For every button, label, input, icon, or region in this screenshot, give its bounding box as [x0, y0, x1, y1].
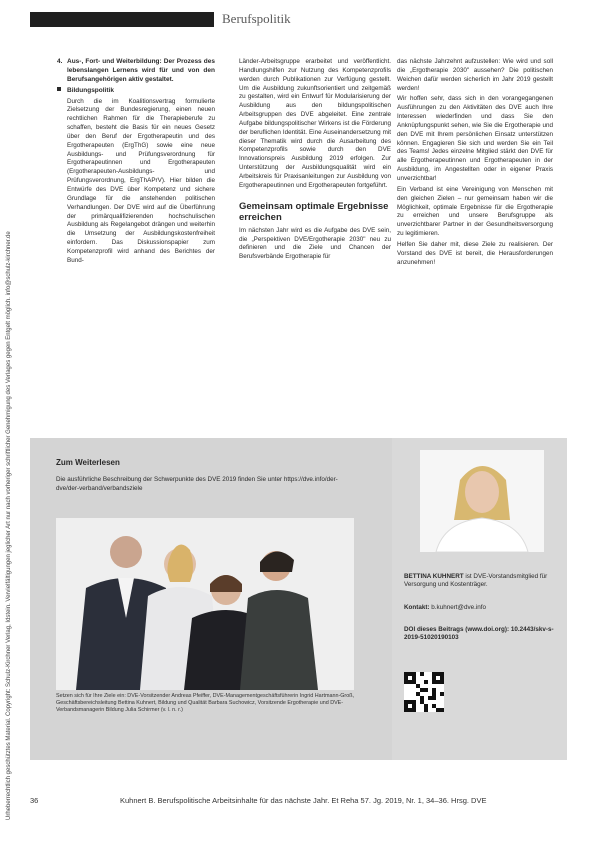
group-photo — [56, 518, 354, 690]
bullet-square-icon — [57, 87, 61, 91]
box-text: Die ausführliche Beschreibung der Schwerpunkte des DVE 2019 finden Sie unter https://dve.info/der-dve/der-verband/verbandsziele — [56, 476, 338, 492]
box-title: Zum Weiterlesen — [56, 458, 120, 467]
page-number: 36 — [30, 796, 39, 805]
photo-caption: Setzen sich für Ihre Ziele ein: DVE-Vorsitzender Andreas Pfeiffer, DVE-Managementgeschäftsführerin Ingrid Hartmann-Groß, Geschäftsbereichsleitung Bettina Kuhnert, Bildung und Qualität Barbara Suchowicz, Vorsitzende Ergotherapie und DVE-Verbandsmanagerin Bildung Julia Schirmer (v. l. n. r.) — [56, 693, 355, 713]
copyright-side-note: Urheberrechtlich geschütztes Material. Copyright: Schulz-Kirchner Verlag, Idstein. Vervielfältigungen jeglicher Art nur nach vorheriger schriftlicher Genehmigung des Verlages gegen Entgelt möglich. info@schulz-kirchner.de — [6, 231, 12, 820]
author-contact — [404, 604, 486, 611]
paragraph: das nächste Jahrzehnt aufzustellen: Wie wird und soll die „Ergotherapie 2030" aussehen? Die politischen Weichen dafür werden sicherlich im Jahr 2019 gestellt werden! — [397, 58, 553, 92]
contact-email-link[interactable]: b.kuhnert@dve.info — [431, 604, 486, 611]
author-info — [404, 573, 564, 590]
paragraph: Ein Verband ist eine Vereinigung von Menschen mit den gleichen Zielen – nur gemeinsam haben wir die Möglichkeit, optimale Ergebnisse für die Ergotherapie zu erreichen und unsere Berufsgruppe als unverzichtbarer Partner in der Gesundheitsversorgung zu legitimieren. — [397, 185, 553, 238]
author-name: BETTINA KUHNERT — [404, 573, 464, 580]
paragraph: Länder-Arbeitsgruppe erarbeitet und veröffentlicht. Handlungshilfen zur Nutzung des Kompetenzprofils werden durch Publikationen zur Verfügung gestellt. Um die Ausbildung zukunftsorientiert und zeitgemäß zu gestalten, wird ein Entwurf für Modularisierung der Ausbildung aus den bildungspolitischen Arbeitsgruppen des DVE abgeleitet. Eine zentrale Aufgabe bildungspolitischer Wirkens ist die Förderung der beruflichen Identität. Eine Auseinandersetzung mit dieser Thematik wird durch die Ausarbeitung des Kompetenzprofils sowie durch den DVE Innovationspreis Ausbildung 2019 erfolgen. Zur Unterstützung der Ausbildungsqualität wird ein Arbeitskreis für Praxisanleitungen zur Ausbildung von Ergotherapeutinnen und Ergotherapeuten fortgeführt. — [239, 58, 391, 189]
author-role: ist DVE-Vorstandsmitglied für Versorgung und Kostenträger. — [404, 573, 548, 589]
list-item-text: Aus-, Fort- und Weiterbildung: Der Prozess des lebenslangen Lernens wird für und von den Berufsangehörigen aktiv gestaltet. — [67, 58, 215, 83]
doi-info: DOI dieses Beitrags (www.doi.org): 10.2443/skv-s-2019-51020190103 — [404, 626, 554, 642]
author-portrait-image — [420, 450, 544, 552]
list-item-4 — [57, 58, 215, 85]
paragraph: Helfen Sie daher mit, diese Ziele zu realisieren. Der Vorstand des DVE ist bereit, die Herausforderungen anzunehmen! — [397, 240, 553, 266]
paragraph: Im nächsten Jahr wird es die Aufgabe des DVE sein, die „Perspektiven DVE/Ergotherapie 2030" neu zu definieren und die Ziele und Chancen der Berufsverbände Ergotherapie für — [239, 226, 391, 261]
section-title: Berufspolitik — [222, 11, 291, 26]
citation: Kuhnert B. Berufspolitische Arbeitsinhalte für das nächste Jahr. Et Reha 57. Jg. 2019, Nr. 1, 34–36. Hrsg. DVE — [120, 796, 487, 805]
column-1 — [57, 58, 215, 268]
subheading: Gemeinsam optimale Ergebnisse erreichen — [239, 200, 389, 223]
column-2 — [239, 58, 391, 264]
paragraph: Wir hoffen sehr, dass sich in den vorangegangenen Ausführungen zu den Aktivitäten des DVE auch Ihre Interessen wiederfinden und dass Sie den Anknüpfungspunkt sehen, wie Sie die Ergotherapie und den DVE mit Ihrem persönlichen Einsatz unterstützen können. Engagieren Sie sich und werden Sie ein Teil des Teams! Jedes einzelne Mitglied stärkt den DVE für alle Ergotherapeutinnen und Ergotherapeuten in der Ausbildung, im Angestellten oder in eigener Praxis unverzichtbar! — [397, 95, 553, 182]
author-portrait — [420, 450, 544, 552]
group-photo-image — [56, 518, 354, 690]
contact-label: Kontakt: — [404, 604, 430, 611]
bullet-paragraph: Durch die im Koalitionsvertrag formulierte Zielsetzung der Bundesregierung, einen neuen rechtlichen Rahmen für die Therapieberufe zu schaffen, besteht die Basis für ein neues Gesetz über den Beruf der Ergotherapeutin und des Ergotherapeuten (ErgThG) sowie eine neue Ausbildungs- und Prüfungsverordnung für Ergotherapeutinnen und Ergotherapeuten (Ergotherapeuten-Ausbildungs- und Prüfungsverordnung, ErgThAPrV). Hier bilden die Entwürfe des DVE über Kompetenz und sichere Grundlage für die anstehenden politischen Verhandlungen. Der DVE wird auf die Überführung der primärqualifizierenden hochschulischen Ausbildung als Regelangebot drängen und weiterhin die Umsetzung der Ausbildungskostenfreiheit einfordern. Das Diskussionspapier zum Kompetenzprofil wird anhand des Berichtes der Bund- — [67, 97, 215, 264]
header-bar — [30, 12, 214, 27]
qr-code-icon — [404, 672, 444, 712]
bullet-heading: Bildungspolitik — [57, 87, 215, 96]
list-number: 4. — [57, 58, 63, 65]
column-3 — [397, 58, 553, 269]
